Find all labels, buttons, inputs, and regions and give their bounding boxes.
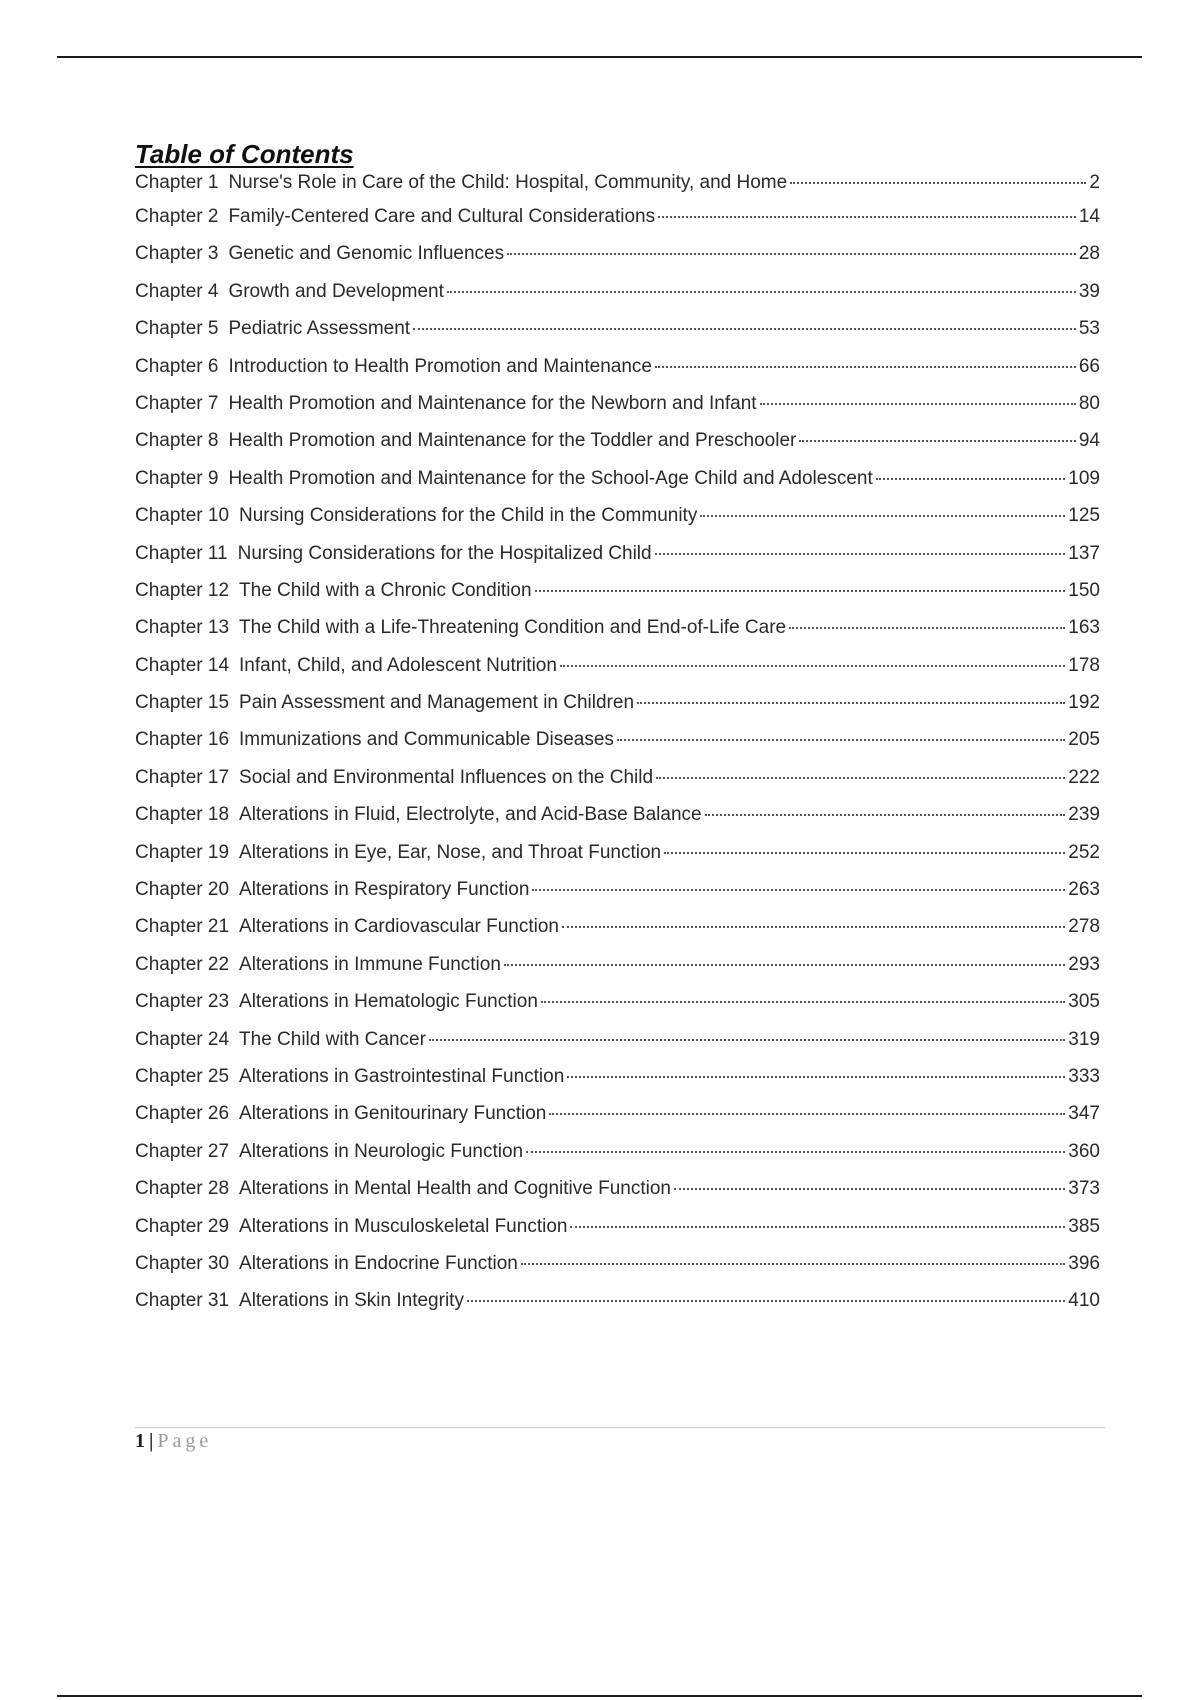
toc-chapter-title: Alterations in Gastrointestinal Function	[239, 1065, 565, 1087]
toc-chapter-title: Alterations in Hematologic Function	[239, 991, 538, 1013]
toc-entry-chapter-18[interactable]	[135, 804, 1100, 841]
toc-chapter-number: Chapter 6	[135, 355, 219, 377]
toc-dot-leader	[617, 739, 1065, 741]
toc-chapter-title: Genetic and Genomic Influences	[228, 243, 505, 265]
toc-dot-leader	[760, 403, 1076, 405]
toc-chapter-number: Chapter 31	[135, 1290, 230, 1312]
toc-entry-chapter-5[interactable]	[135, 318, 1100, 355]
toc-entry-chapter-24[interactable]	[135, 1029, 1100, 1066]
toc-chapter-title: Introduction to Health Promotion and Maintenance	[228, 355, 652, 377]
toc-entry-chapter-7[interactable]	[135, 393, 1100, 430]
toc-chapter-title: Alterations in Cardiovascular Function	[239, 916, 560, 938]
toc-chapter-number: Chapter 23	[135, 991, 230, 1013]
toc-chapter-number: Chapter 12	[135, 579, 230, 601]
toc-page-number: 396	[1068, 1252, 1100, 1274]
toc-dot-leader	[674, 1188, 1065, 1190]
toc-page-number: 263	[1068, 879, 1100, 901]
toc-entry-chapter-20[interactable]	[135, 879, 1100, 916]
toc-entry-chapter-8[interactable]	[135, 430, 1100, 467]
toc-dot-leader	[656, 777, 1065, 779]
toc-chapter-number: Chapter 29	[135, 1215, 230, 1237]
toc-entry-chapter-4[interactable]	[135, 281, 1100, 318]
toc-chapter-title: The Child with a Chronic Condition	[239, 579, 532, 601]
toc-dot-leader	[526, 1151, 1065, 1153]
toc-chapter-number: Chapter 25	[135, 1065, 230, 1087]
toc-dot-leader	[655, 553, 1066, 555]
toc-chapter-number: Chapter 7	[135, 392, 219, 414]
toc-chapter-title: Pediatric Assessment	[228, 318, 411, 340]
toc-entry-chapter-1[interactable]	[135, 172, 1100, 206]
toc-dot-leader	[507, 253, 1076, 255]
toc-chapter-title: Health Promotion and Maintenance for the Toddler and Preschooler	[228, 430, 797, 452]
toc-entry-chapter-23[interactable]	[135, 991, 1100, 1028]
bottom-border-line	[57, 1695, 1142, 1697]
toc-entry-chapter-9[interactable]	[135, 468, 1100, 505]
toc-dot-leader	[549, 1113, 1065, 1115]
toc-page-number: 2	[1089, 172, 1100, 193]
toc-chapter-number: Chapter 10	[135, 505, 230, 527]
toc-chapter-title: Growth and Development	[228, 280, 444, 302]
toc-list	[135, 172, 1100, 1328]
toc-entry-chapter-6[interactable]	[135, 356, 1100, 393]
toc-entry-chapter-31[interactable]	[135, 1290, 1100, 1327]
toc-page-number: 178	[1068, 654, 1100, 676]
toc-dot-leader	[532, 889, 1065, 891]
toc-entry-chapter-19[interactable]	[135, 842, 1100, 879]
footer-divider	[135, 1427, 1105, 1428]
toc-entry-chapter-13[interactable]	[135, 617, 1100, 654]
toc-chapter-number: Chapter 27	[135, 1140, 230, 1162]
toc-dot-leader	[429, 1039, 1065, 1041]
toc-chapter-title: Alterations in Neurologic Function	[239, 1140, 524, 1162]
toc-page-number: 39	[1078, 280, 1100, 302]
toc-dot-leader	[637, 702, 1065, 704]
toc-entry-chapter-17[interactable]	[135, 767, 1100, 804]
toc-page-number: 28	[1078, 243, 1100, 265]
toc-page-number: 252	[1068, 841, 1100, 863]
toc-chapter-title: Alterations in Mental Health and Cognitive Function	[239, 1178, 671, 1200]
toc-chapter-title: Nursing Considerations for the Hospitalized Child	[237, 542, 652, 564]
toc-page-number: 333	[1068, 1065, 1100, 1087]
toc-chapter-number: Chapter 24	[135, 1028, 230, 1050]
footer-separator: |	[149, 1430, 154, 1452]
toc-dot-leader	[560, 665, 1065, 667]
toc-page-number: 80	[1078, 392, 1100, 414]
toc-page-number: 163	[1068, 617, 1100, 639]
toc-page-number: 94	[1078, 430, 1100, 452]
toc-chapter-title: Alterations in Respiratory Function	[239, 879, 530, 901]
toc-entry-chapter-11[interactable]	[135, 543, 1100, 580]
toc-page-number: 373	[1068, 1178, 1100, 1200]
toc-chapter-title: Alterations in Immune Function	[239, 953, 501, 975]
toc-chapter-title: Infant, Child, and Adolescent Nutrition	[239, 654, 557, 676]
toc-dot-leader	[447, 291, 1076, 293]
toc-dot-leader	[700, 515, 1065, 517]
toc-entry-chapter-28[interactable]	[135, 1178, 1100, 1215]
toc-dot-leader	[705, 814, 1066, 816]
toc-page-number: 278	[1068, 916, 1100, 938]
toc-chapter-number: Chapter 19	[135, 841, 230, 863]
toc-entry-chapter-26[interactable]	[135, 1103, 1100, 1140]
toc-chapter-title: The Child with Cancer	[239, 1028, 426, 1050]
toc-entry-chapter-10[interactable]	[135, 505, 1100, 542]
toc-chapter-number: Chapter 21	[135, 916, 230, 938]
page-footer	[135, 1428, 212, 1454]
toc-chapter-number: Chapter 26	[135, 1103, 230, 1125]
toc-page-number: 360	[1068, 1140, 1100, 1162]
footer-page-label: Page	[157, 1430, 213, 1452]
toc-dot-leader	[541, 1001, 1065, 1003]
toc-dot-leader	[413, 328, 1076, 330]
toc-dot-leader	[664, 852, 1065, 854]
toc-chapter-number: Chapter 9	[135, 467, 219, 489]
toc-chapter-number: Chapter 13	[135, 617, 230, 639]
toc-page-number: 410	[1068, 1290, 1100, 1312]
toc-entry-chapter-15[interactable]	[135, 692, 1100, 729]
toc-page-number: 192	[1068, 692, 1100, 714]
toc-dot-leader	[658, 216, 1076, 218]
toc-dot-leader	[655, 366, 1076, 368]
toc-entry-chapter-29[interactable]	[135, 1216, 1100, 1253]
toc-chapter-title: Alterations in Eye, Ear, Nose, and Throat Function	[239, 841, 662, 863]
toc-chapter-number: Chapter 2	[135, 206, 219, 227]
toc-chapter-title: Nursing Considerations for the Child in the Community	[239, 505, 698, 527]
toc-entry-chapter-22[interactable]	[135, 954, 1100, 991]
toc-page-number: 222	[1068, 766, 1100, 788]
footer-page-number: 1	[135, 1430, 145, 1452]
toc-chapter-number: Chapter 30	[135, 1252, 230, 1274]
toc-dot-leader	[504, 964, 1065, 966]
toc-chapter-number: Chapter 5	[135, 318, 219, 340]
toc-dot-leader	[535, 590, 1066, 592]
toc-entry-chapter-25[interactable]	[135, 1066, 1100, 1103]
toc-page-number: 137	[1068, 542, 1100, 564]
toc-dot-leader	[799, 440, 1076, 442]
toc-chapter-title: Immunizations and Communicable Diseases	[239, 729, 614, 751]
toc-entry-chapter-12[interactable]	[135, 580, 1100, 617]
toc-dot-leader	[570, 1226, 1065, 1228]
toc-entry-chapter-30[interactable]	[135, 1253, 1100, 1290]
toc-chapter-number: Chapter 1	[135, 172, 219, 193]
toc-page-number: 109	[1068, 467, 1100, 489]
toc-chapter-title: The Child with a Life-Threatening Condition and End-of-Life Care	[239, 617, 787, 639]
toc-page-number: 385	[1068, 1215, 1100, 1237]
toc-chapter-number: Chapter 11	[135, 542, 228, 564]
toc-page-number: 125	[1068, 505, 1100, 527]
toc-chapter-title: Alterations in Skin Integrity	[239, 1290, 464, 1312]
toc-dot-leader	[790, 182, 1086, 184]
toc-dot-leader	[789, 627, 1065, 629]
toc-chapter-number: Chapter 4	[135, 280, 219, 302]
toc-dot-leader	[521, 1263, 1065, 1265]
toc-dot-leader	[467, 1300, 1065, 1302]
toc-page-number: 293	[1068, 953, 1100, 975]
toc-page-number: 150	[1068, 579, 1100, 601]
toc-page-number: 53	[1078, 318, 1100, 340]
toc-chapter-number: Chapter 14	[135, 654, 230, 676]
toc-chapter-title: Family-Centered Care and Cultural Considerations	[228, 206, 656, 227]
toc-chapter-number: Chapter 22	[135, 953, 230, 975]
toc-entry-chapter-21[interactable]	[135, 916, 1100, 953]
toc-dot-leader	[567, 1076, 1065, 1078]
toc-title: Table of Contents	[135, 139, 354, 169]
toc-dot-leader	[876, 478, 1066, 480]
toc-entry-chapter-16[interactable]	[135, 729, 1100, 766]
toc-chapter-title: Social and Environmental Influences on the Child	[239, 766, 654, 788]
toc-chapter-title: Health Promotion and Maintenance for the Newborn and Infant	[228, 392, 757, 414]
toc-chapter-number: Chapter 16	[135, 729, 230, 751]
toc-dot-leader	[562, 926, 1065, 928]
toc-page-number: 347	[1068, 1103, 1100, 1125]
toc-chapter-number: Chapter 17	[135, 766, 230, 788]
toc-page-number: 239	[1068, 804, 1100, 826]
toc-chapter-title: Nurse's Role in Care of the Child: Hospital, Community, and Home	[228, 172, 788, 193]
toc-chapter-title: Alterations in Genitourinary Function	[239, 1103, 547, 1125]
toc-chapter-title: Alterations in Endocrine Function	[239, 1252, 518, 1274]
toc-page-number: 66	[1078, 355, 1100, 377]
table-of-contents	[135, 138, 1100, 1328]
toc-entry-chapter-27[interactable]	[135, 1141, 1100, 1178]
toc-chapter-number: Chapter 8	[135, 430, 219, 452]
toc-chapter-title: Health Promotion and Maintenance for the School-Age Child and Adolescent	[228, 467, 873, 489]
toc-page-number: 14	[1078, 206, 1100, 227]
toc-chapter-title: Alterations in Fluid, Electrolyte, and Acid-Base Balance	[239, 804, 702, 826]
toc-page-number: 305	[1068, 991, 1100, 1013]
toc-page-number: 319	[1068, 1028, 1100, 1050]
top-border-line	[57, 56, 1142, 58]
toc-chapter-title: Alterations in Musculoskeletal Function	[239, 1215, 568, 1237]
toc-chapter-number: Chapter 3	[135, 243, 219, 265]
toc-chapter-number: Chapter 20	[135, 879, 230, 901]
toc-page-number: 205	[1068, 729, 1100, 751]
toc-chapter-number: Chapter 18	[135, 804, 230, 826]
toc-entry-chapter-3[interactable]	[135, 243, 1100, 280]
toc-chapter-number: Chapter 28	[135, 1178, 230, 1200]
toc-entry-chapter-14[interactable]	[135, 655, 1100, 692]
toc-entry-chapter-2[interactable]	[135, 206, 1100, 243]
toc-chapter-number: Chapter 15	[135, 692, 230, 714]
toc-chapter-title: Pain Assessment and Management in Children	[239, 692, 635, 714]
